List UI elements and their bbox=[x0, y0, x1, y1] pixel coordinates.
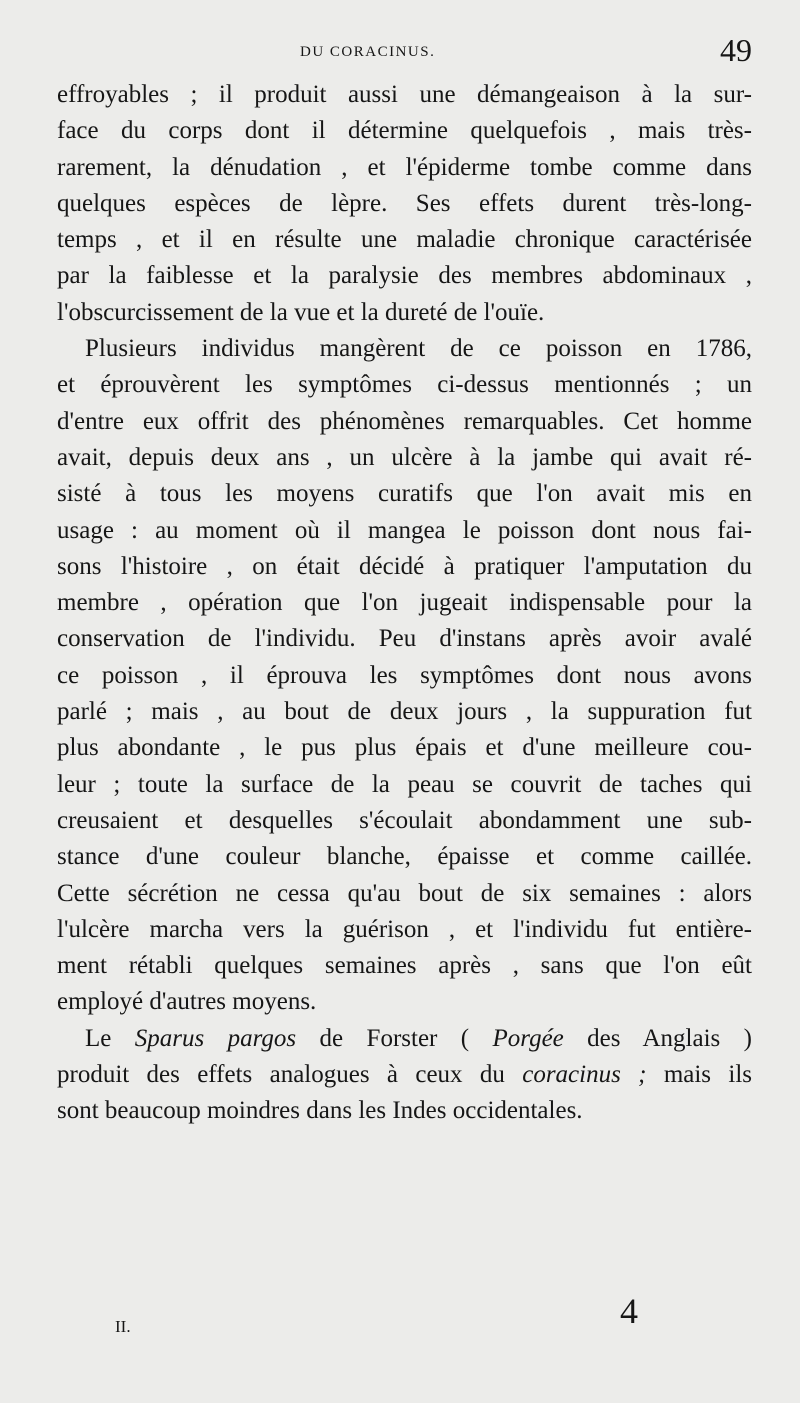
text-line: plus abondante , le pus plus épais et d'une meilleure cou- bbox=[57, 734, 752, 762]
paragraph-3 bbox=[57, 1021, 752, 1130]
text-line: membre , opération que l'on jugeait indispensable pour la bbox=[57, 589, 752, 617]
text-line: rarement, la dénudation , et l'épiderme tombe comme dans bbox=[57, 153, 752, 181]
text-line: Cette sécrétion ne cessa qu'au bout de six semaines : alors bbox=[57, 879, 752, 907]
text-line: d'entre eux offrit des phénomènes remarquables. Cet homme bbox=[57, 407, 752, 435]
text-line: sons l'histoire , on était décidé à pratiquer l'amputation du bbox=[57, 552, 752, 580]
text-line: employé d'autres moyens. bbox=[57, 988, 317, 1016]
body-text bbox=[57, 77, 752, 1130]
page-header bbox=[0, 32, 800, 76]
text-line: Plusieurs individus mangèrent de ce poisson en 1786, bbox=[85, 335, 752, 363]
species-name: Sparus pargos bbox=[134, 1024, 297, 1052]
species-name: coracinus ; bbox=[522, 1061, 647, 1089]
text-line: sisté à tous les moyens curatifs que l'on avait mis en bbox=[57, 480, 752, 508]
text-line: l'ulcère marcha vers la guérison , et l'individu fut entière- bbox=[57, 915, 752, 943]
text-line: et éprouvèrent les symptômes ci-dessus mentionnés ; un bbox=[57, 371, 752, 399]
text-line: ment rétabli quelques semaines après , sans que l'on eût bbox=[57, 952, 752, 980]
text-line: stance d'une couleur blanche, épaisse et comme caillée. bbox=[57, 843, 752, 871]
text-run: Le bbox=[85, 1024, 135, 1052]
text-line bbox=[57, 1057, 752, 1093]
running-head: DU CORACINUS. bbox=[300, 44, 436, 60]
text-line: creusaient et desquelles s'écoulait abondamment une sub- bbox=[57, 806, 752, 834]
text-line: usage : au moment où il mangea le poisson dont nous fai- bbox=[57, 516, 752, 544]
text-line: parlé ; mais , au bout de deux jours , la suppuration fut bbox=[57, 698, 752, 726]
text-line: avait, depuis deux ans , un ulcère à la jambe qui avait ré- bbox=[57, 443, 752, 471]
signature-number: 4 bbox=[620, 1291, 638, 1331]
text-line: temps , et il en résulte une maladie chronique caractérisée bbox=[57, 226, 752, 254]
text-line bbox=[57, 1021, 752, 1057]
text-line: leur ; toute la surface de la peau se couvrit de taches qui bbox=[57, 770, 752, 798]
text-line: conservation de l'individu. Peu d'instans après avoir avalé bbox=[57, 625, 752, 653]
text-run: des Anglais ) bbox=[563, 1024, 752, 1052]
paragraph-1 bbox=[57, 77, 752, 331]
text-line: effroyables ; il produit aussi une démangeaison à la sur- bbox=[57, 81, 752, 108]
signature-mark: II. bbox=[115, 1317, 131, 1336]
text-line: quelques espèces de lèpre. Ses effets durent très-long- bbox=[57, 189, 752, 217]
page-number: 49 bbox=[720, 32, 752, 68]
text-line: par la faiblesse et la paralysie des membres abdominaux , bbox=[57, 262, 752, 290]
text-run: de Forster ( bbox=[296, 1024, 493, 1052]
text-line: ce poisson , il éprouva les symptômes dont nous avons bbox=[57, 661, 752, 689]
text-line: sont beaucoup moindres dans les Indes occidentales. bbox=[57, 1097, 583, 1125]
common-name: Porgée bbox=[492, 1024, 564, 1052]
text-run: mais ils bbox=[646, 1061, 752, 1089]
text-line: face du corps dont il détermine quelquefois , mais très- bbox=[57, 117, 752, 145]
paragraph-2 bbox=[57, 331, 752, 1021]
text-line: l'obscurcissement de la vue et la dureté de l'ouïe. bbox=[57, 298, 545, 326]
text-run: produit des effets analogues à ceux du bbox=[57, 1061, 523, 1089]
